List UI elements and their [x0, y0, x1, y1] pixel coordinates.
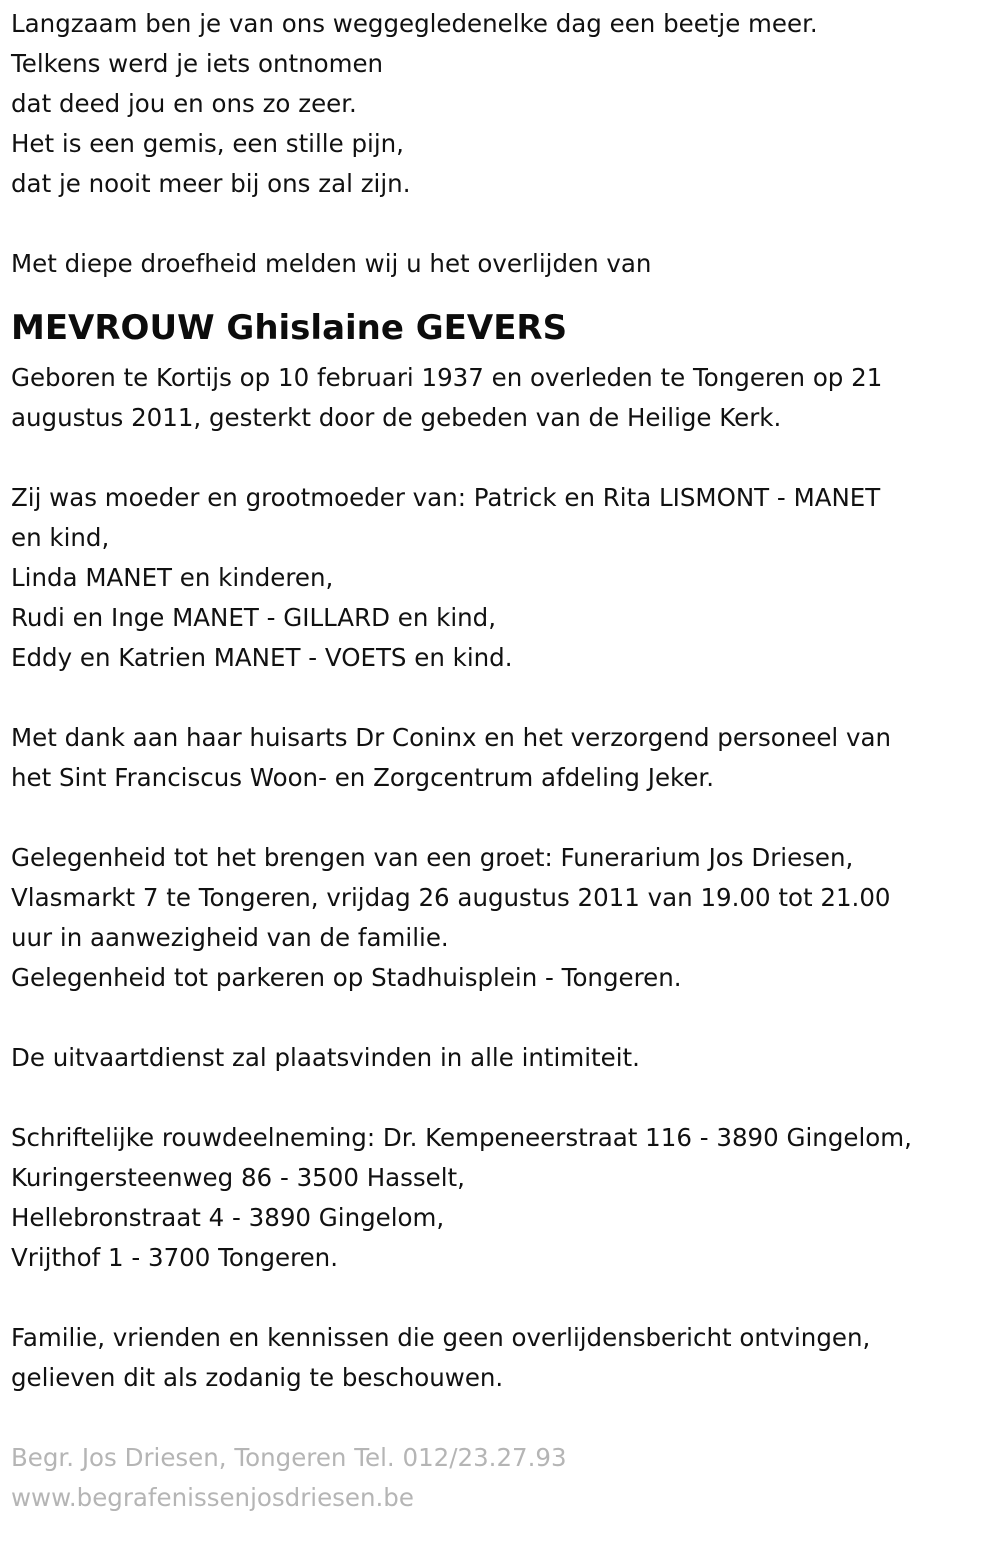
undertaker-contact: Begr. Jos Driesen, Tongeren Tel. 012/23.27.93 [11, 1443, 567, 1472]
spacer [11, 204, 991, 244]
poem-line: Telkens werd je iets ontnomen [11, 49, 384, 78]
condolence-addresses [11, 1118, 991, 1278]
deceased-name: MEVROUW Ghislaine GEVERS [11, 308, 568, 348]
spacer [11, 678, 991, 718]
birth-line: Geboren te Kortijs op 10 februari 1937 en overleden te Tongeren op 21 [11, 363, 883, 392]
undertaker-footer [11, 1438, 991, 1518]
family-line: en kind, [11, 523, 110, 552]
spacer [11, 1278, 991, 1318]
address-line: Vrijthof 1 - 3700 Tongeren. [11, 1243, 338, 1272]
visitation-line: Gelegenheid tot het brengen van een groet: Funerarium Jos Driesen, [11, 843, 854, 872]
family-line: Linda MANET en kinderen, [11, 563, 334, 592]
poem-line: dat je nooit meer bij ons zal zijn. [11, 169, 411, 198]
spacer [11, 1078, 991, 1118]
address-line: Kuringersteenweg 86 - 3500 Hasselt, [11, 1163, 465, 1192]
spacer [11, 438, 991, 478]
service-notice: De uitvaartdienst zal plaatsvinden in alle intimiteit. [11, 1043, 640, 1072]
family-line: Rudi en Inge MANET - GILLARD en kind, [11, 603, 496, 632]
family-line: Zij was moeder en grootmoeder van: Patrick en Rita LISMONT - MANET [11, 483, 881, 512]
birth-death-details [11, 358, 991, 438]
spacer [11, 798, 991, 838]
undertaker-website[interactable]: www.begrafenissenjosdriesen.be [11, 1483, 414, 1512]
thanks-line: Met dank aan haar huisarts Dr Coninx en het verzorgend personeel van [11, 723, 892, 752]
notice-line: Familie, vrienden en kennissen die geen overlijdensbericht ontvingen, [11, 1323, 871, 1352]
visitation-line: Gelegenheid tot parkeren op Stadhuisplein - Tongeren. [11, 963, 682, 992]
poem-line: Langzaam ben je van ons weggegledenelke dag een beetje meer. [11, 9, 818, 38]
visitation-paragraph [11, 838, 991, 998]
family-list [11, 478, 991, 678]
birth-line: augustus 2011, gesterkt door de gebeden van de Heilige Kerk. [11, 403, 782, 432]
address-line: Hellebronstraat 4 - 3890 Gingelom, [11, 1203, 445, 1232]
address-line: Schriftelijke rouwdeelneming: Dr. Kempeneerstraat 116 - 3890 Gingelom, [11, 1123, 912, 1152]
spacer [11, 1398, 991, 1438]
thanks-paragraph [11, 718, 991, 798]
notice-line: gelieven dit als zodanig te beschouwen. [11, 1363, 504, 1392]
poem-line: Het is een gemis, een stille pijn, [11, 129, 404, 158]
announcement-intro: Met diepe droefheid melden wij u het overlijden van [11, 249, 652, 278]
visitation-line: uur in aanwezigheid van de familie. [11, 923, 449, 952]
notice-paragraph [11, 1318, 991, 1398]
obituary-document [11, 4, 991, 1518]
family-line: Eddy en Katrien MANET - VOETS en kind. [11, 643, 513, 672]
thanks-line: het Sint Franciscus Woon- en Zorgcentrum afdeling Jeker. [11, 763, 715, 792]
visitation-line: Vlasmarkt 7 te Tongeren, vrijdag 26 augustus 2011 van 19.00 tot 21.00 [11, 883, 891, 912]
poem-line: dat deed jou en ons zo zeer. [11, 89, 357, 118]
spacer [11, 998, 991, 1038]
poem [11, 4, 991, 204]
